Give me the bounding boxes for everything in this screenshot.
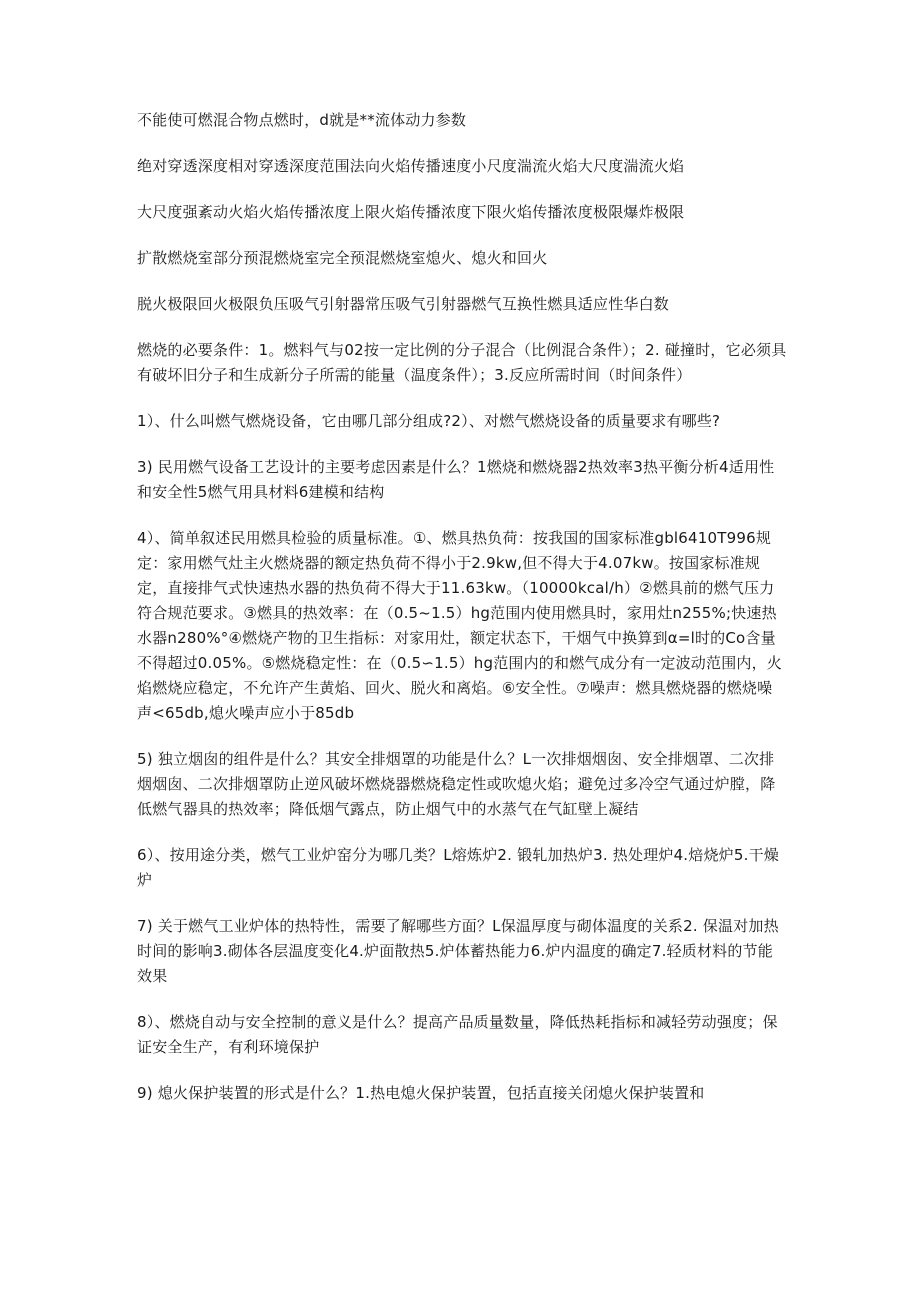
paragraph-combustion-conditions: 燃烧的必要条件：1。燃料气与02按一定比例的分子混合（比例混合条件）；2. 碰撞时，它必须具有破坏旧分子和生成新分子所需的能量（温度条件）；3.反应所需时间（时间条件） — [137, 341, 787, 384]
paragraph-question-6: 6）、按用途分类，燃气工业炉窑分为哪几类？L熔炼炉2. 锻轧加热炉3. 热处理炉4.焙烧炉5.干燥炉 — [137, 846, 779, 889]
paragraph-ignition-parameter: 不能使可燃混合物点燃时，d就是**流体动力参数 — [137, 111, 467, 129]
paragraph-question-5: 5) 独立烟囱的组件是什么？其安全排烟罩的功能是什么？L一次排烟烟囱、安全排烟罩、二次排烟烟囱、二次排烟罩防止逆风破坏燃烧器燃烧稳定性或吹熄火焰；避免过多冷空气通过炉膛，降低燃气器具的热效率；降低烟气露点，防止烟气中的水蒸气在气缸壁上凝结 — [137, 750, 776, 818]
paragraph-flame-limits: 大尺度强紊动火焰火焰传播浓度上限火焰传播浓度下限火焰传播浓度极限爆炸极限 — [137, 203, 685, 221]
paragraph-question-9: 9) 熄火保护装置的形式是什么？1.热电熄火保护装置，包括直接关闭熄火保护装置和 — [137, 1084, 705, 1102]
paragraph-question-4: 4）、简单叙述民用燃具检验的质量标准。①、燃具热负荷：按我国的国家标准gbl6410T996规定：家用燃气灶主火燃烧器的额定热负荷不得小于2.9kw,但不得大于4.07kw。按国家标准规定，直接排气式快速热水器的热负荷不得大于11.63kw。（10000kcal∕h）②燃具前的燃气压力符合规范要求。③燃具的热效率：在（0.5~1.5）hg范围内使用燃具时，家用灶n255%;快速热水器n280%°④燃烧产物的卫生指标：对家用灶，额定状态下，干烟气中换算到α=l时的Co含量不得超过0.05%。⑤燃烧稳定性：在（0.5∽1.5）hg范围内的和燃气成分有一定波动范围内，火焰燃烧应稳定，不允许产生黄焰、回火、脱火和离焰。⑥安全性。⑦噪声：燃具燃烧器的燃烧噪声<65db,熄火噪声应小于85db — [137, 529, 783, 722]
paragraph-question-7: 7) 关于燃气工业炉体的热特性，需要了解哪些方面？L保温厚度与砌体温度的关系2. 保温对加热时间的影响3.砌体各层温度变化4.炉面散热5.炉体蓄热能力6.炉内温度的确定7.轻质材料的节能效果 — [137, 917, 779, 985]
paragraph-penetration-terms: 绝对穿透深度相对穿透深度范围法向火焰传播速度小尺度湍流火焰大尺度湍流火焰 — [137, 157, 685, 175]
paragraph-question-8: 8）、燃烧自动与安全控制的意义是什么？提高产品质量数量，降低热耗指标和减轻劳动强度；保证安全生产，有利环境保护 — [137, 1013, 778, 1056]
paragraph-question-1-2: 1）、什么叫燃气燃烧设备，它由哪几部分组成?2）、对燃气燃烧设备的质量要求有哪些? — [137, 412, 721, 430]
paragraph-injector-terms: 脱火极限回火极限负压吸气引射器常压吸气引射器燃气互换性燃具适应性华白数 — [137, 295, 670, 313]
paragraph-question-3: 3) 民用燃气设备工艺设计的主要考虑因素是什么？1燃烧和燃烧器2热效率3热平衡分析4适用性和安全性5燃气用具材料6建模和结构 — [137, 458, 775, 501]
document-body — [137, 108, 787, 1127]
paragraph-combustion-chambers: 扩散燃烧室部分预混燃烧室完全预混燃烧室熄火、熄火和回火 — [137, 249, 548, 267]
